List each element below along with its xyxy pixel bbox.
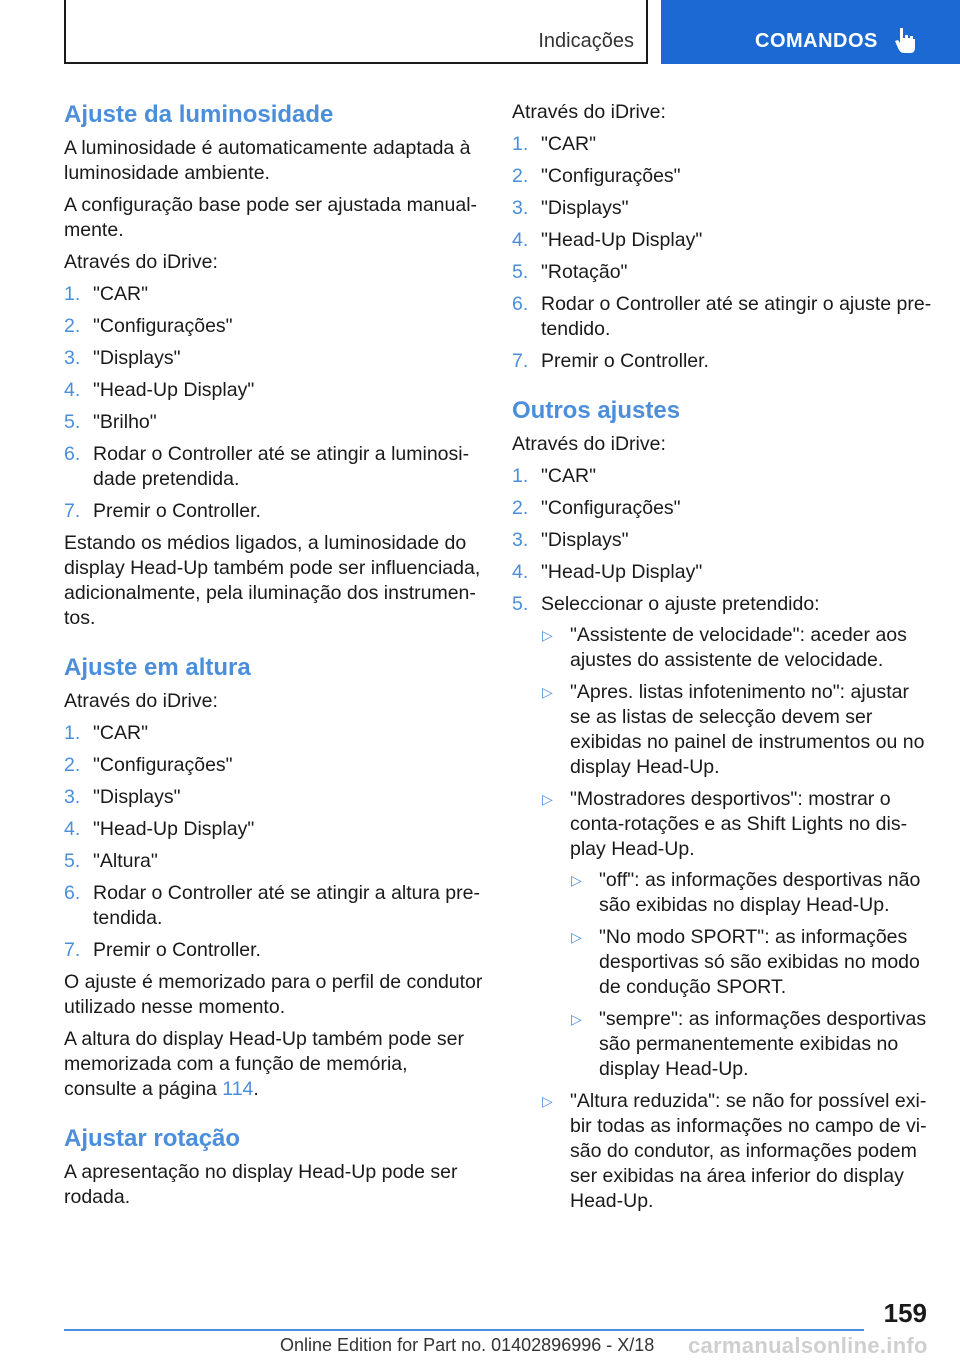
list-item: 7. Premir o Controller. xyxy=(64,500,261,522)
option-item: ▷ "No modo SPORT": as informações desportivas só são exibidas no modo de condução SPORT. xyxy=(571,926,920,998)
steps-list-rotation xyxy=(512,132,932,374)
list-item: 1. "CAR" xyxy=(64,722,149,744)
option-item: ▷ "Altura reduzida": se não for possível exibir todas as informações no campo de visão do condutor, as informações podem ser exibidas na área inferior do display Head-Up. xyxy=(542,1090,927,1212)
right-column xyxy=(512,100,932,1221)
list-item: 2. "Configurações" xyxy=(64,754,233,776)
paragraph: A luminosidade é automaticamente adaptada à luminosidade ambiente. xyxy=(64,137,471,184)
list-item: 2. "Configurações" xyxy=(512,497,681,519)
list-item: 1. "CAR" xyxy=(512,465,597,487)
heading-height: Ajuste em altura xyxy=(64,654,251,681)
option-item: ▷ "Apres. listas infotenimento no": ajustar se as listas de selecção devem ser exibidas no painel de instrumentos ou no display Head-Up. xyxy=(542,681,925,778)
list-item: 2. "Configurações" xyxy=(512,165,681,187)
page-number: 159 xyxy=(883,1298,927,1328)
header-section-label: Indicações xyxy=(538,30,634,52)
list-item: 3. "Displays" xyxy=(512,529,629,551)
list-item: 4. "Head-Up Display" xyxy=(512,561,703,583)
paragraph: Estando os médios ligados, a luminosidade do display Head-Up também pode ser influenciada, adicionalmente, pela iluminação dos instrumentos. xyxy=(64,532,481,629)
option-item: ▷ "Mostradores desportivos": mostrar o conta-rotações e as Shift Lights no display Head-Up. ▷ "off": as informações desportivas não são exibidas no display Head-Up. ▷ "No modo SPORT": as informações desportivas só são exibidas no modo de condução SPORT. ▷ "sempre": as informações desportivas são permanentemente exibidas no display Head-Up. xyxy=(541,787,932,1082)
paragraph: Através do iDrive: xyxy=(64,251,218,273)
paragraph: A altura do display Head-Up também pode ser memorizada com a função de memória, consulte a página 114. xyxy=(64,1028,464,1100)
option-item: ▷ "sempre": as informações desportivas são permanentemente exibidas no display Head-Up. xyxy=(571,1008,927,1080)
triangle-bullet-icon: ▷ xyxy=(571,872,582,888)
left-column xyxy=(64,100,484,1217)
list-item: 5. "Brilho" xyxy=(64,411,157,433)
paragraph: Através do iDrive: xyxy=(512,433,666,455)
page-reference-link[interactable]: 114 xyxy=(222,1078,254,1100)
paragraph: O ajuste é memorizado para o perfil de condutor utilizado nesse momento. xyxy=(64,971,483,1018)
list-item: 5. "Rotação" xyxy=(512,261,628,283)
list-item: 4. "Head-Up Display" xyxy=(512,229,703,251)
paragraph: A configuração base pode ser ajustada manualmente. xyxy=(64,194,478,241)
steps-list-brightness xyxy=(64,282,484,524)
list-item: 7. Premir o Controller. xyxy=(64,939,261,961)
options-list xyxy=(541,623,932,1214)
watermark: carmanualsonline.info xyxy=(688,1333,928,1358)
triangle-bullet-icon: ▷ xyxy=(571,929,582,945)
paragraph: Através do iDrive: xyxy=(512,101,666,123)
paragraph: Através do iDrive: xyxy=(64,690,218,712)
list-item: 5. "Altura" xyxy=(64,850,158,872)
list-item: 4. "Head-Up Display" xyxy=(64,818,255,840)
footer-divider xyxy=(64,1329,864,1331)
triangle-bullet-icon: ▷ xyxy=(571,1011,582,1027)
heading-other-settings: Outros ajustes xyxy=(512,397,681,424)
list-item: 6. Rodar o Controller até se atingir o ajuste pretendido. xyxy=(512,293,932,340)
list-item: 6. Rodar o Controller até se atingir a luminosidade pretendida. xyxy=(64,443,470,490)
option-item: ▷ "off": as informações desportivas não são exibidas no display Head-Up. xyxy=(571,869,921,916)
list-item: 7. Premir o Controller. xyxy=(512,350,709,372)
list-item: 5. Seleccionar o ajuste pretendido: ▷ "Assistente de velocidade": aceder aos ajustes do assistente de velocidade. ▷ "Apres. listas infotenimento no": ajustar se as listas de selecção devem ser exibidas no painel de instrumentos ou no display Head-Up. ▷ "Mostradores desportivos": mostrar o conta-rotações e as Shift Lights no display Head-Up. ▷ "off": as informações desportivas não são exibidas no display Head-Up. ▷ "No modo SPORT": as informações desportivas só são exibidas no modo de condução SPORT. ▷ "sempre": as informações desportivas são permanentemente exibidas no display Head-Up. ▷ "Altura reduzida": se não for possível exibir todas as informações no campo de visão do condutor, as informações podem ser exibidas na área inferior do display Head-Up. xyxy=(512,592,932,1214)
list-item: 3. "Displays" xyxy=(64,786,181,808)
header-section-tab xyxy=(64,0,648,64)
hand-pointer-icon xyxy=(893,26,919,54)
option-item: ▷ "Assistente de velocidade": aceder aos ajustes do assistente de velocidade. xyxy=(542,624,907,671)
list-item: 2. "Configurações" xyxy=(64,315,233,337)
list-item: 4. "Head-Up Display" xyxy=(64,379,255,401)
triangle-bullet-icon: ▷ xyxy=(542,791,553,807)
list-item: 1. "CAR" xyxy=(64,283,149,305)
triangle-bullet-icon: ▷ xyxy=(542,1093,553,1109)
list-item: 1. "CAR" xyxy=(512,133,597,155)
heading-rotation: Ajustar rotação xyxy=(64,1125,241,1152)
heading-brightness: Ajuste da luminosidade xyxy=(64,101,334,128)
list-item: 6. Rodar o Controller até se atingir a altura pretendida. xyxy=(64,882,480,929)
footer-edition: Online Edition for Part no. 01402896996 - X/18 xyxy=(280,1335,655,1355)
triangle-bullet-icon: ▷ xyxy=(542,627,553,643)
steps-list-other xyxy=(512,464,932,1214)
list-item: 3. "Displays" xyxy=(512,197,629,219)
list-item: 3. "Displays" xyxy=(64,347,181,369)
steps-list-height xyxy=(64,721,484,963)
triangle-bullet-icon: ▷ xyxy=(542,684,553,700)
header-chapter-tab xyxy=(661,0,960,64)
paragraph: A apresentação no display Head-Up pode ser rodada. xyxy=(64,1161,458,1208)
header-chapter-label: COMANDOS xyxy=(755,30,878,52)
sub-options-list xyxy=(570,868,932,1082)
